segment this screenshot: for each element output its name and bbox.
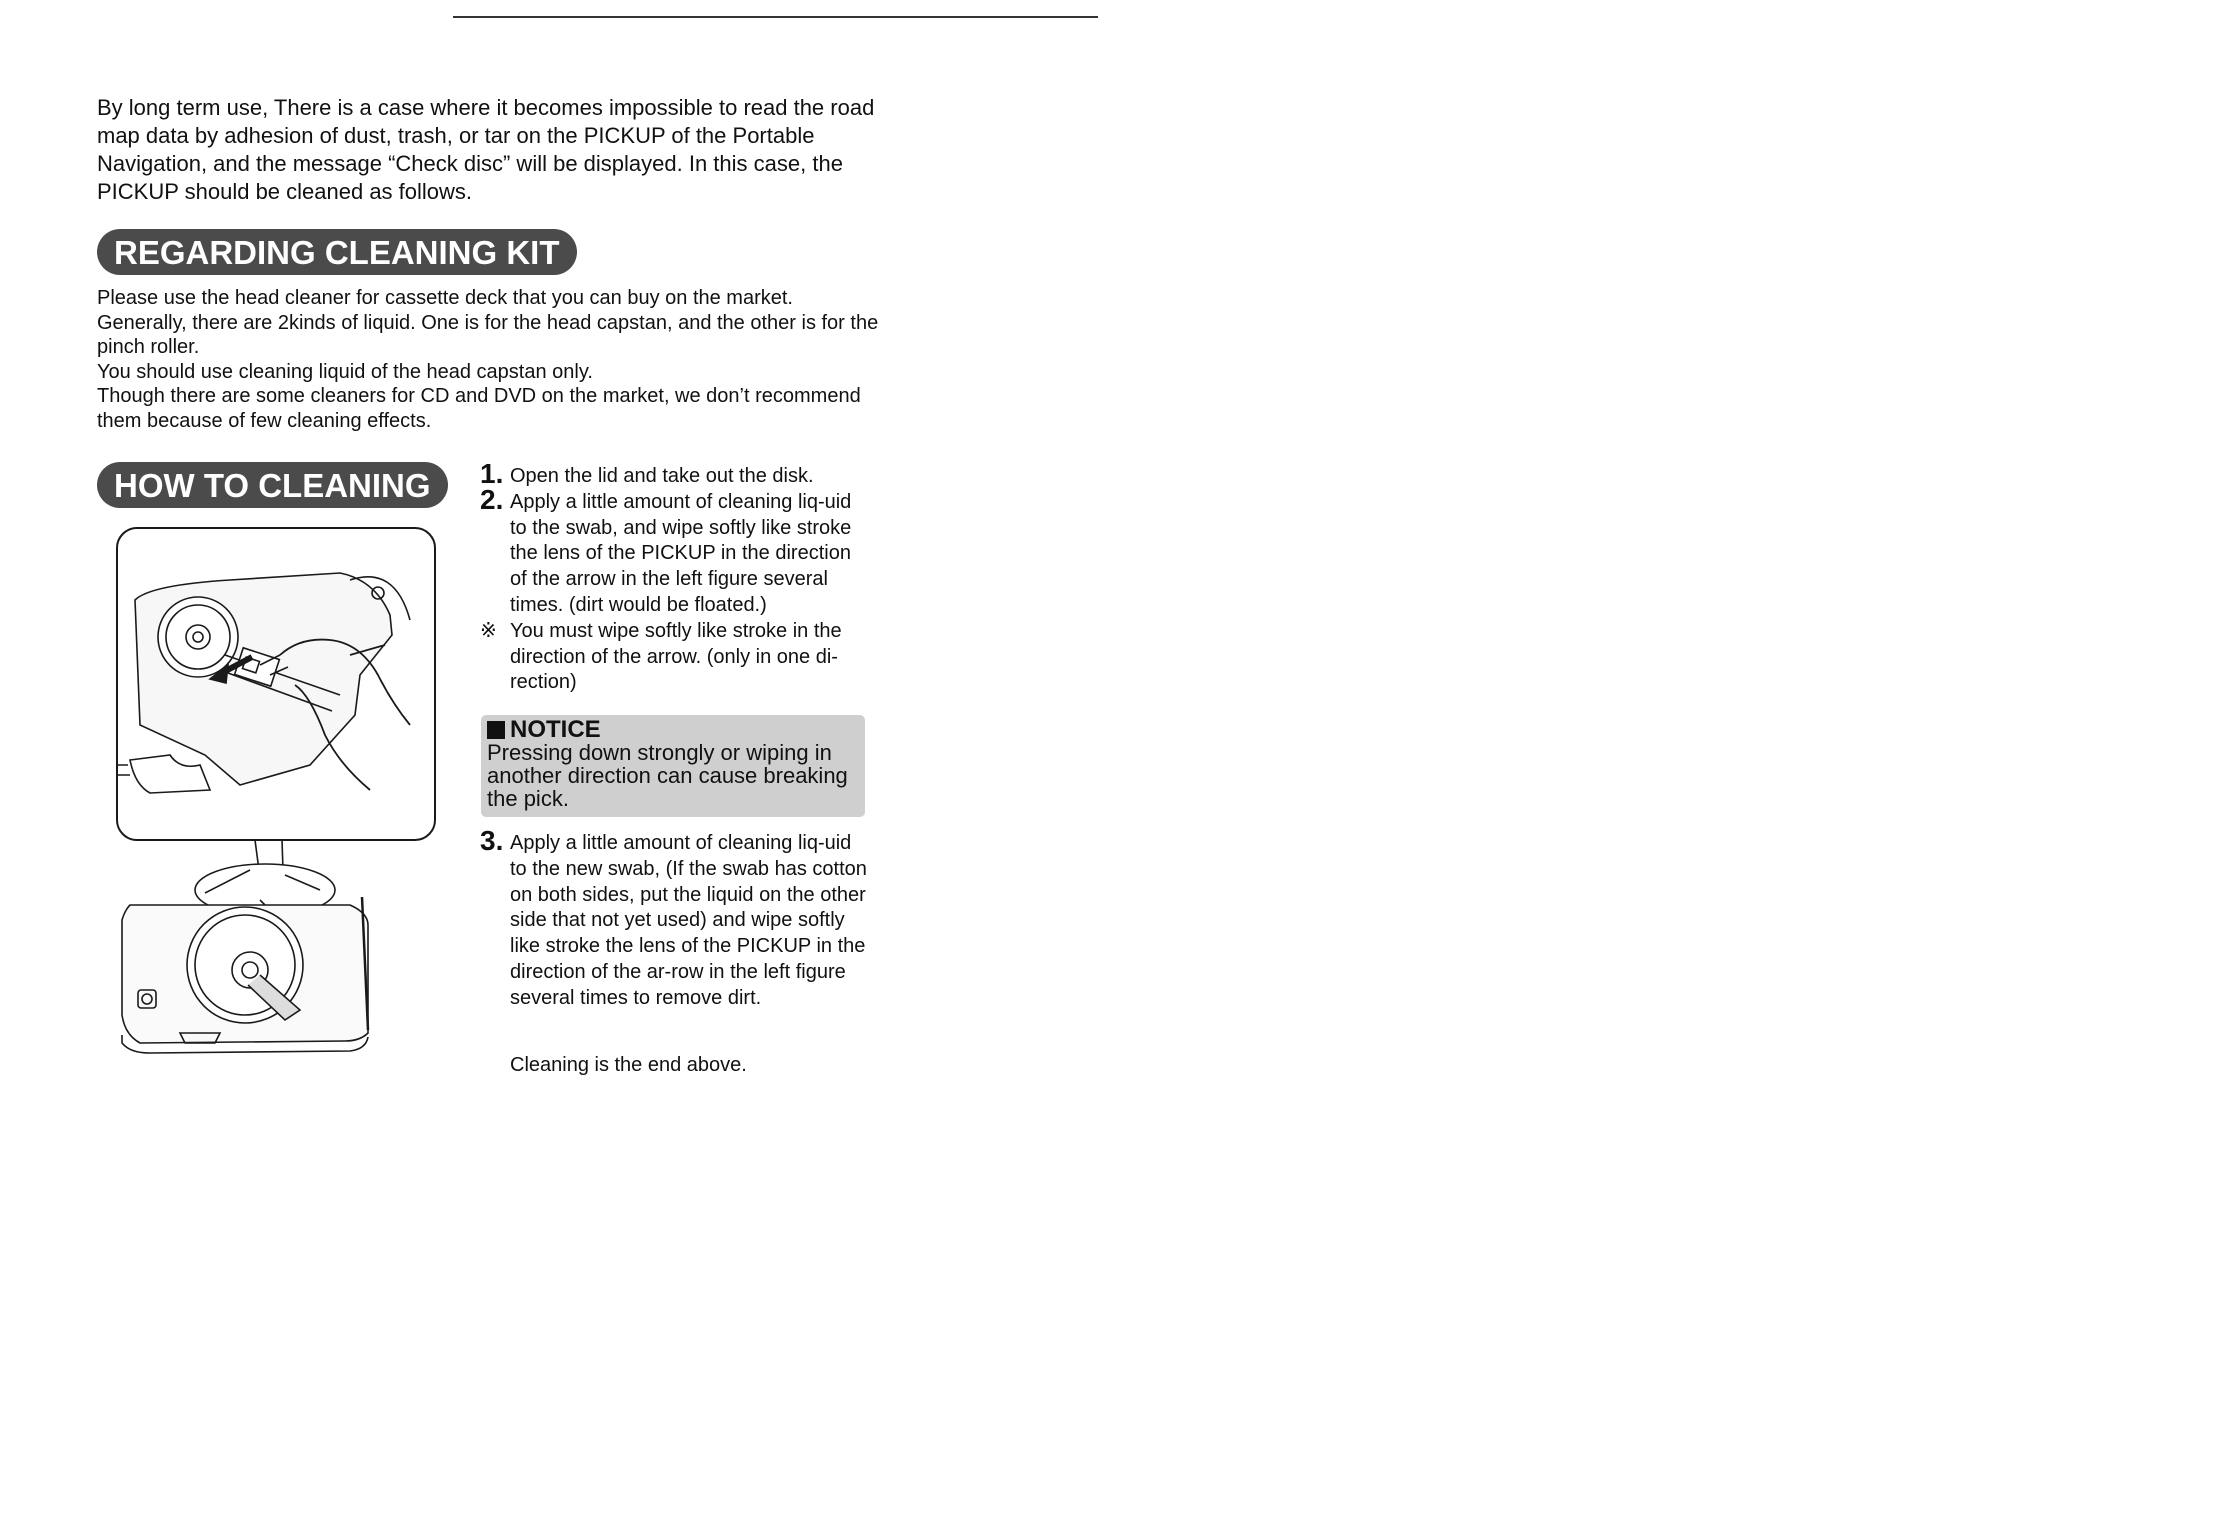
step-text: Apply a little amount of cleaning liq-uid to the new swab, (If the swab has cotton on both sides, put the liquid on the other side that not yet used) and wipe softly like stroke the lens of the PICKUP in the direction of the ar-row in the left figure several times to remove dirt. [510, 832, 867, 1009]
heading-how-to-cleaning: HOW TO CLEANING [97, 462, 448, 508]
step-number: 2. [480, 483, 504, 515]
intro-paragraph: By long term use, There is a case where it becomes impossible to read the road map data by adhesion of dust, trash, or tar on the PICKUP of the Portable Navigation, and the message “Check disc” will be displayed. In this case, the PICKUP should be cleaned as follows. [97, 95, 875, 204]
heading-cleaning-kit: REGARDING CLEANING KIT [97, 229, 577, 275]
step-text: Open the lid and take out the disk. [510, 465, 814, 487]
step-note [480, 619, 870, 696]
step-number: 1. [480, 458, 504, 489]
note-text: You must wipe softly like stroke in the direction of the arrow. (only in one di-rection) [510, 619, 842, 694]
step-2 [480, 483, 870, 619]
notice-box [481, 715, 865, 817]
kit-line: Generally, there are 2kinds of liquid. One is for the head capstan, and the other is for the pinch roller. [97, 311, 879, 358]
step-3 [480, 825, 870, 1012]
kit-line: Though there are some cleaners for CD and DVD on the market, we don’t recommend them because of few cleaning effects. [97, 385, 861, 432]
square-bullet-icon [487, 721, 505, 739]
cleaning-kit-text [97, 286, 897, 433]
notice-title-text: NOTICE [510, 716, 601, 743]
note-mark: ※ [480, 619, 497, 642]
kit-line: Please use the head cleaner for cassette deck that you can buy on the market. [97, 287, 793, 309]
step-number: 3. [480, 825, 504, 856]
notice-text: Pressing down strongly or wiping in another direction can cause breaking the pick. [487, 740, 848, 811]
steps-list [480, 458, 870, 696]
kit-line: You should use cleaning liquid of the head capstan only. [97, 360, 593, 383]
cleaning-illustration [110, 525, 440, 1065]
step-1 [480, 458, 870, 490]
steps-list-continued [480, 825, 870, 1012]
step-text: Apply a little amount of cleaning liq-uid to the swab, and wipe softly like stroke the lens of the PICKUP in the direction of the arrow in the left figure several times. (dirt would be floated.) [510, 490, 852, 616]
end-note: Cleaning is the end above. [510, 1054, 747, 1076]
top-rule [453, 16, 1098, 18]
notice-title [487, 718, 861, 741]
